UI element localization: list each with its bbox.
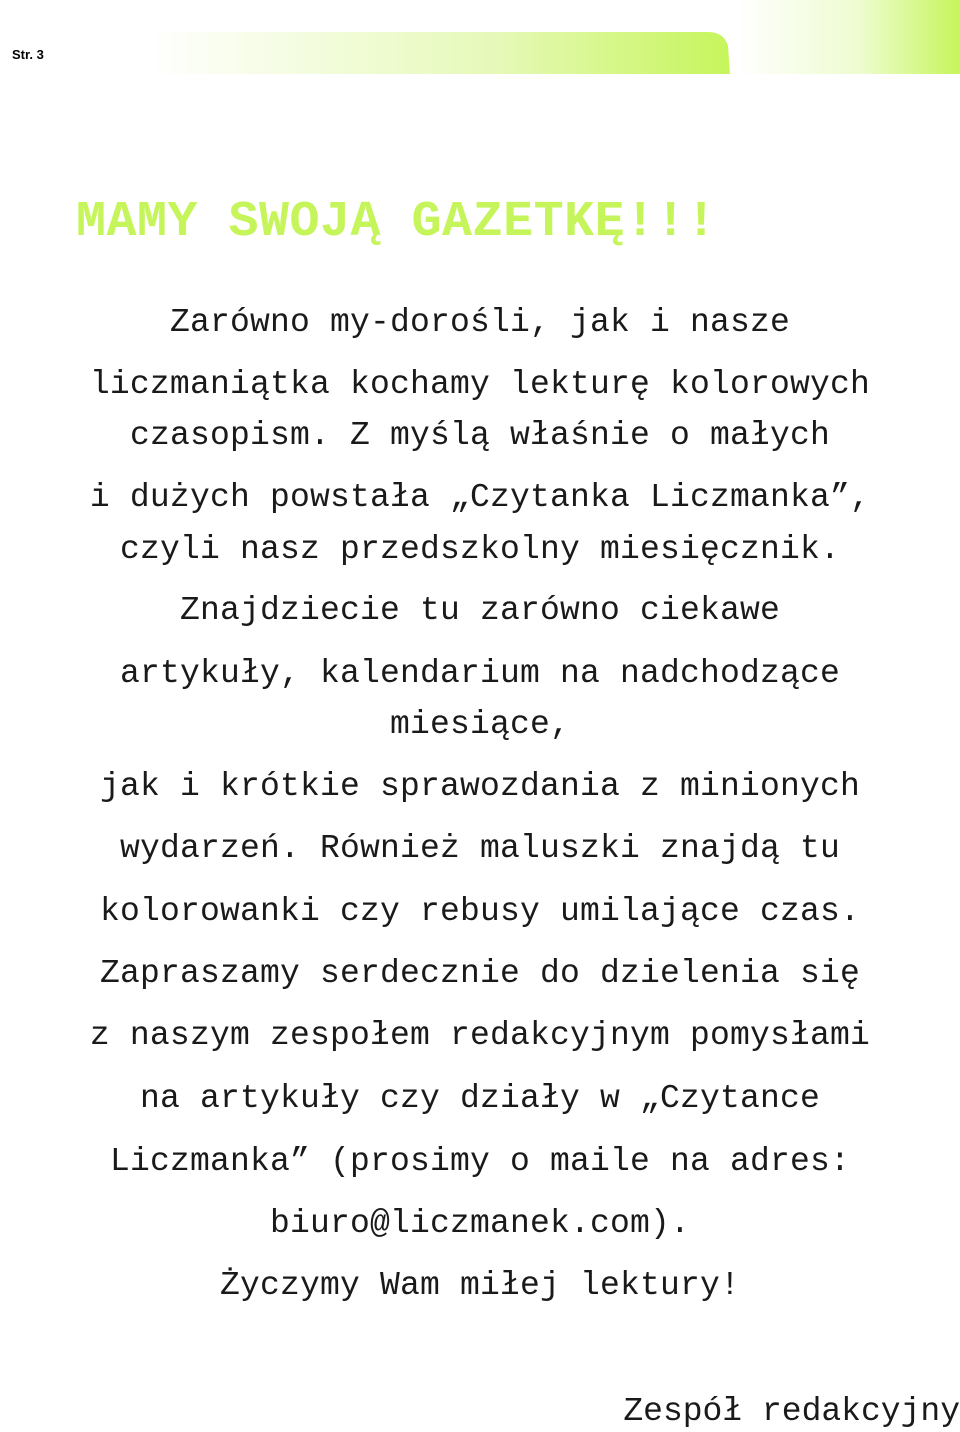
body-line: na artykuły czy działy w „Czytance bbox=[139, 1080, 821, 1117]
signature: Zespół redakcyjny bbox=[623, 1393, 960, 1430]
body-line: Znajdziecie tu zarówno ciekawe bbox=[179, 592, 781, 629]
body-line: Liczmanka” (prosimy o maile na adres: bbox=[109, 1143, 851, 1180]
body-line: jak i krótkie sprawozdania z minionych bbox=[99, 768, 861, 805]
header-decoration bbox=[148, 0, 960, 74]
body-line: czyli nasz przedszkolny miesięcznik. bbox=[119, 531, 841, 568]
body-line: artykuły, kalendarium na nadchodzące bbox=[119, 655, 841, 692]
body-line: liczmaniątka kochamy lekturę kolorowych bbox=[89, 366, 871, 403]
body-line: wydarzeń. Również maluszki znajdą tu bbox=[119, 830, 841, 867]
body-line: kolorowanki czy rebusy umilające czas. bbox=[99, 893, 861, 930]
body-line: Zapraszamy serdecznie do dzielenia się bbox=[99, 955, 861, 992]
page-number: Str. 3 bbox=[12, 47, 44, 62]
body-line: miesiące, bbox=[389, 706, 571, 743]
body-line: Zarówno my-dorośli, jak i nasze bbox=[169, 304, 791, 341]
body-line: biuro@liczmanek.com). bbox=[269, 1205, 691, 1242]
body-line: Życzymy Wam miłej lektury! bbox=[219, 1267, 741, 1304]
body-line: czasopism. Z myślą właśnie o małych bbox=[129, 417, 831, 454]
body-line: z naszym zespołem redakcyjnym pomysłami bbox=[89, 1017, 871, 1054]
body-line: i dużych powstała „Czytanka Liczmanka”, bbox=[89, 479, 871, 516]
page-title: MAMY SWOJĄ GAZETKĘ!!! bbox=[76, 194, 717, 251]
